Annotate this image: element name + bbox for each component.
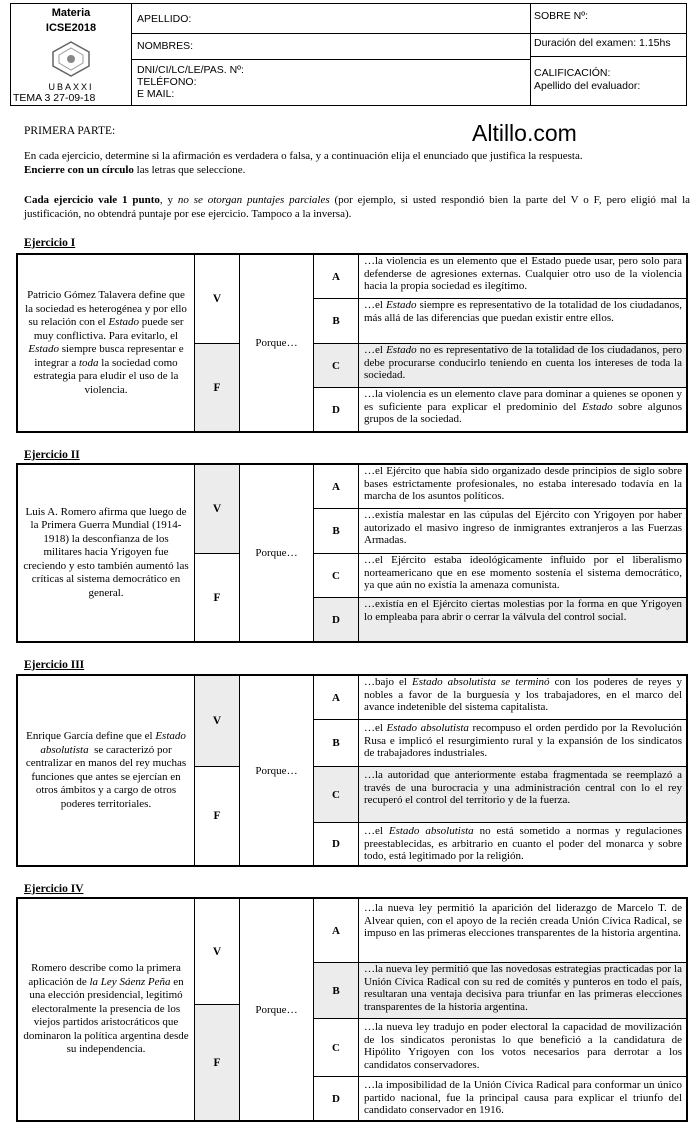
exercise-4-true[interactable]: V (195, 899, 240, 1005)
exercise-4-option-d-letter[interactable]: D (314, 1077, 359, 1120)
exercise-4-statement: Romero describe como la primera aplicación de la Ley Sáenz Peña en una elección presidencial, legitimó electoralmente la presencia de los viejos partidos aristocráticos que dominaron la política argentina desde su independencia. (18, 899, 195, 1120)
materia-label: Materia (51, 7, 91, 19)
exercise-2-true[interactable]: V (195, 465, 240, 554)
ubaxxi-logo-icon (49, 40, 93, 78)
scoring-paragraph (24, 194, 690, 221)
instructions-paragraph (24, 150, 690, 177)
exercise-4-option-b-letter[interactable]: B (314, 963, 359, 1018)
exercise-2-option-b-letter[interactable]: B (314, 509, 359, 553)
exercise-3-porque: Porque… (240, 676, 314, 865)
logo-text: UBAXXI (48, 82, 94, 92)
exercise-2-statement: Luis A. Romero afirma que luego de la Primera Guerra Mundial (1914-1918) la desconfianza de los militares hacia Yrigoyen fue creciendo y esto también aumentó las críticas al sistema democrático en general. (18, 465, 195, 641)
exercise-3-false[interactable]: F (195, 767, 240, 865)
exercise-3-option-a-letter[interactable]: A (314, 676, 359, 719)
exercise-1 (16, 253, 688, 433)
exercise-4-option-a: …la nueva ley permitió la aparición del liderazgo de Marcelo T. de Alvear quien, con el apoyo de la recién creada Unión Cívica Radical, se impuso en las primeras elecciones transparentes de la historia argentina. (364, 902, 682, 940)
exercise-1-option-d: …la violencia es un elemento clave para dominar a quienes se oponen y es suficiente para explicar el predominio del Estado sobre algunos grupos de la sociedad. (364, 388, 682, 426)
grading-box[interactable] (534, 67, 640, 93)
exercise-3-option-c-letter[interactable]: C (314, 767, 359, 822)
exercise-2-option-a: …el Ejército que había sido organizado desde principios de siglo sobre bases estrictamente profesionales, no estaba interesado todavía en la marcha de los asuntos políticos. (364, 465, 682, 503)
exercise-2-option-b: …existía malestar en las cúpulas del Ejército con Yrigoyen por haber autorizado el masivo ingreso de inmigrantes extranjeros a las Fuerzas Armadas. (364, 509, 682, 547)
instructions-end: las letras que seleccione. (133, 163, 246, 176)
exercise-1-title: Ejercicio I (24, 237, 76, 249)
exercise-4-false[interactable]: F (195, 1005, 240, 1120)
section-title: PRIMERA PARTE: (24, 125, 116, 137)
exercise-3-option-b: …el Estado absolutista recompuso el orden perdido por la Revolución Rusa e implicó el resurgimiento rural y la expansión de los sindicatos de trabajadores industriales. (364, 722, 682, 760)
exercise-3-title: Ejercicio III (24, 659, 85, 671)
exercise-2-option-a-letter[interactable]: A (314, 465, 359, 508)
exercise-1-option-a-letter[interactable]: A (314, 255, 359, 298)
exercise-1-option-d-letter[interactable]: D (314, 388, 359, 431)
calificacion-field[interactable]: CALIFICACIÓN: (534, 67, 611, 79)
exercise-3 (16, 674, 688, 867)
exercise-3-option-d: …el Estado absolutista no está sometido a normas y regulaciones preestablecidas, es arbitrario en cuanto el poder del monarca y sobre todo, está legitimado por la religión. (364, 825, 682, 863)
exercise-4 (16, 897, 688, 1122)
exercise-4-option-d: …la imposibilidad de la Unión Cívica Radical para conformar un único partido nacional, fue la principal causa para explicar el triunfo del candidato conservador en 1916. (364, 1079, 682, 1117)
exercise-1-option-b-letter[interactable]: B (314, 299, 359, 343)
scoring-text-b: (por ejemplo, si usted respondió bien la parte del V o F, pero eligió mal la justificación, no obtendrá puntaje por ese ejercicio. Tampoco a la inversa). (24, 194, 691, 220)
exercise-1-option-b: …el Estado siempre es representativo de la totalidad de los ciudadanos, más allá de las diferencias que puedan existir entre ellos. (364, 299, 682, 324)
exam-header (10, 3, 687, 106)
exercise-4-option-c: …la nueva ley tradujo en poder electoral la capacidad de movilización de los sindicatos peronistas lo que benefició a la candidatura de Hipólito Yrigoyen con los votos necesarios para derrotar a los candidatos conservadores. (364, 1021, 682, 1071)
nombres-field[interactable]: NOMBRES: (137, 40, 194, 52)
exercise-3-true[interactable]: V (195, 676, 240, 767)
exercise-1-option-c: …el Estado no es representativo de la totalidad de los ciudadanos, pero debe procurarse conducirlo teniendo en cuenta los intereses de toda la sociedad. (359, 344, 686, 387)
dni-field[interactable]: DNI/CI/LC/LE/PAS. Nº: (137, 64, 244, 76)
exercise-2-title: Ejercicio II (24, 449, 80, 461)
exercise-4-option-a-letter[interactable]: A (314, 899, 359, 962)
exercise-1-statement: Patricio Gómez Talavera define que la sociedad es heterogénea y por ello su relación con el Estado puede ser muy conflictiva. Para evitarlo, el Estado siempre busca representar e integrar a toda la sociedad como estrategia para eludir el uso de la violencia. (18, 255, 195, 431)
exercise-3-option-d-letter[interactable]: D (314, 823, 359, 865)
exercise-3-option-a: …bajo el Estado absolutista se terminó con los poderes de reyes y nobles a favor de la burguesía y los trabajadores, en el marco del avance indetenible del sistema capitalista. (364, 676, 682, 714)
exercise-2-option-c-letter[interactable]: C (314, 554, 359, 597)
exercise-1-true[interactable]: V (195, 255, 240, 344)
email-field[interactable]: E MAIL: (137, 88, 175, 100)
scoring-bold: Cada ejercicio vale 1 punto (24, 194, 160, 206)
exercise-4-porque: Porque… (240, 899, 314, 1120)
evaluador-field[interactable]: Apellido del evaluador: (534, 80, 641, 92)
telefono-field[interactable]: TELÉFONO: (137, 76, 197, 88)
apellido-field[interactable]: APELLIDO: (137, 13, 192, 25)
exercise-2-option-d: …existía en el Ejército ciertas molestias por la forma en que Yrigoyen lo empleaba para abrir o cerrar la válvula del control social. (359, 598, 686, 641)
exercise-2-porque: Porque… (240, 465, 314, 641)
scoring-italic: no se otorgan puntajes parciales (177, 194, 330, 206)
watermark: Altillo.com (472, 120, 577, 146)
exercise-3-option-c: …la autoridad que anteriormente estaba fragmentada se reemplazó a través de una burocracia y una administración central con lo el rey recuperó el control del territorio y de la fuerza. (359, 767, 686, 822)
instructions-text: En cada ejercicio, determine si la afirmación es verdadera o falsa, y a continuación elija el enunciado que justifica la respuesta. (24, 150, 583, 162)
exercise-3-statement: Enrique García define que el Estado absolutista se caracterizó por centralizar en manos del rey muchas funciones que antes se ejercían en otros ámbitos y a cargo de otros poderes territoriales. (18, 676, 195, 865)
exercise-4-option-c-letter[interactable]: C (314, 1019, 359, 1076)
course-code: ICSE2018 (45, 22, 97, 34)
exercise-1-option-c-letter[interactable]: C (314, 344, 359, 387)
exercise-4-option-b: …la nueva ley permitió que las novedosas estrategias practicadas por la Unión Cívica Radical con su red de comités y punteros en todo el país, resultaran una ventaja decisiva para triunfar en las primeras elecciones transparentes de la historia argentina. (359, 963, 686, 1018)
exercise-2-option-c: …el Ejército estaba ideológicamente influido por el liberalismo norteamericano que en ese momento sostenía el sistema democrático, ya que aún no existía la amenaza comunista. (364, 554, 682, 592)
scoring-text-a: , y (159, 194, 178, 206)
exercise-1-false[interactable]: F (195, 344, 240, 431)
exercise-4-title: Ejercicio IV (24, 883, 84, 895)
tema-date: TEMA 3 27-09-18 (13, 92, 96, 104)
contact-fields[interactable] (137, 64, 244, 100)
instructions-bold: Encierre con un círculo (24, 163, 134, 176)
exercise-3-option-b-letter[interactable]: B (314, 720, 359, 766)
duration-text: Duración del examen: 1.15hs (534, 37, 671, 49)
exercise-1-option-a: …la violencia es un elemento que el Estado puede usar, pero solo para defenderse de agresiones externas. Cualquier otro uso de la violencia hacia la propia sociedad es ilegítimo. (364, 255, 682, 293)
exercise-2-option-d-letter[interactable]: D (314, 598, 359, 641)
exercise-1-porque: Porque… (240, 255, 314, 431)
subject-box (11, 4, 131, 105)
exercise-2-false[interactable]: F (195, 554, 240, 641)
exercise-2 (16, 463, 688, 643)
sobre-field[interactable]: SOBRE Nº: (534, 10, 589, 22)
